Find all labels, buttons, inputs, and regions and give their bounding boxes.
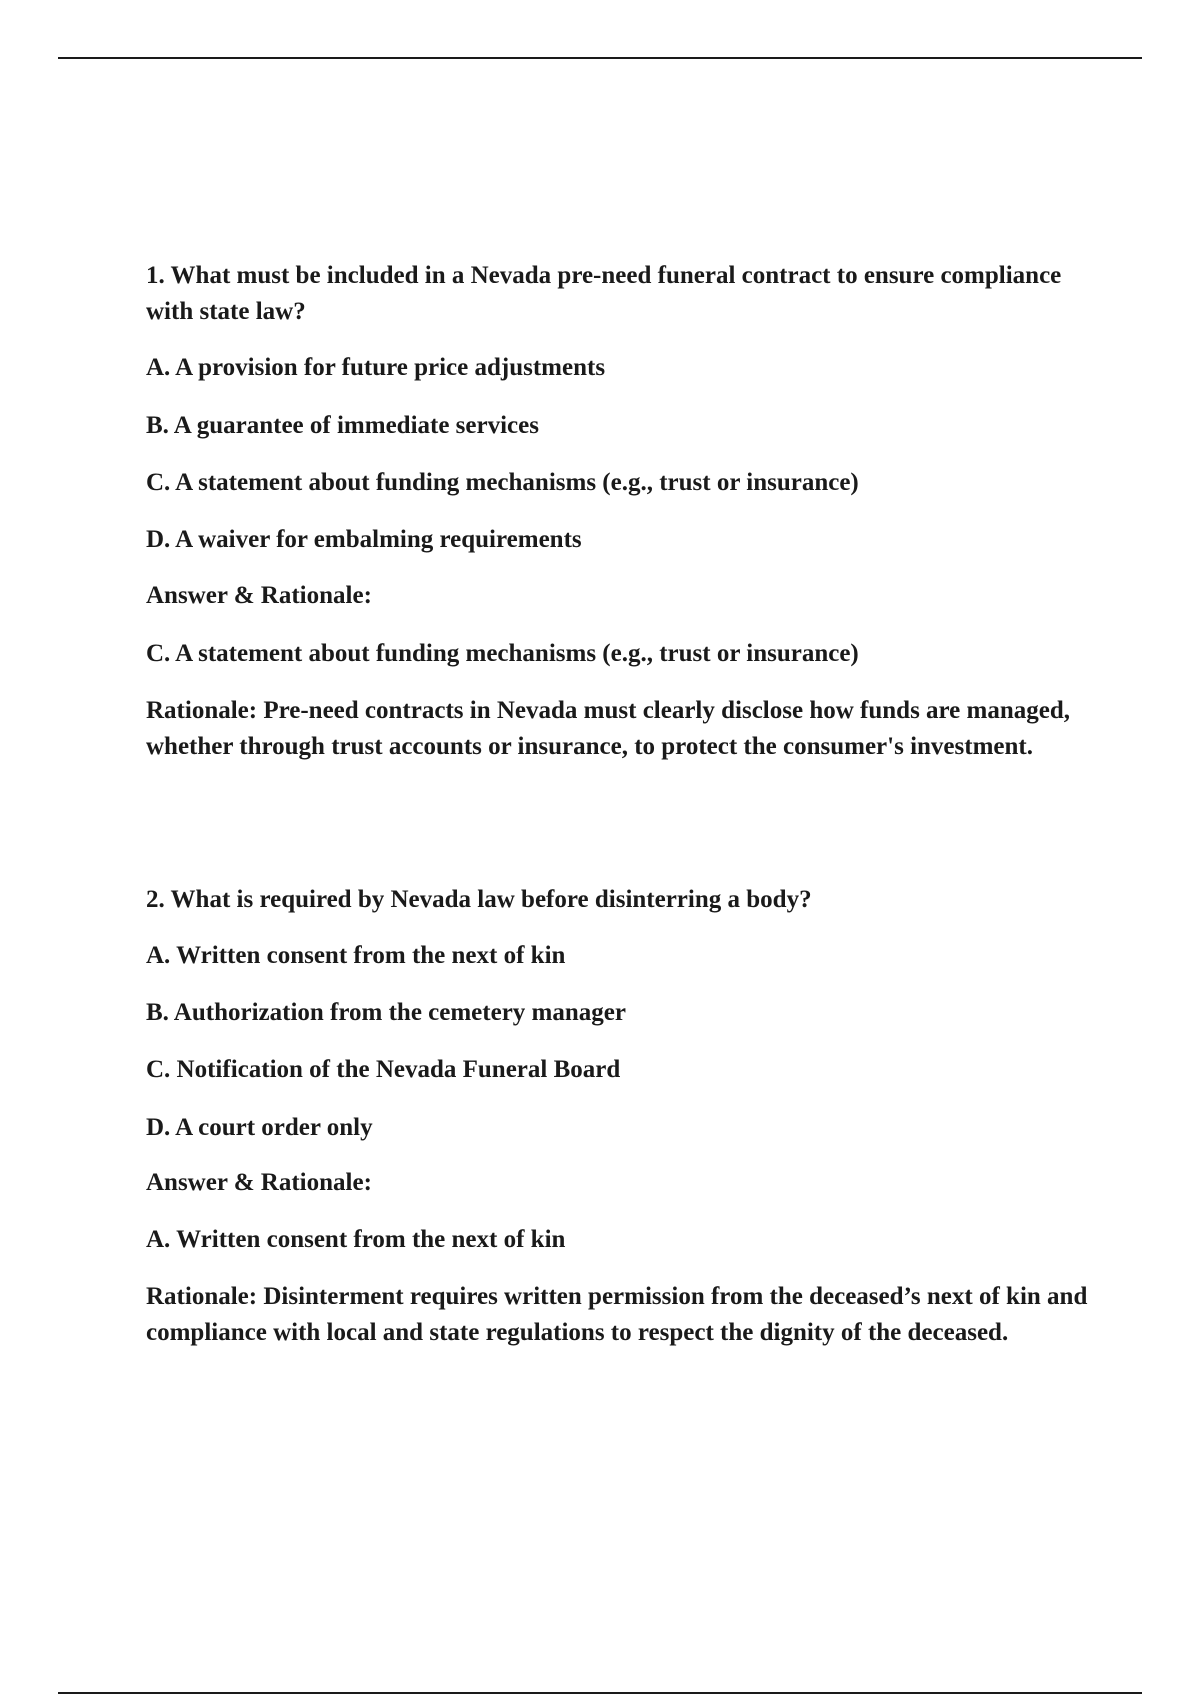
- question-1-answer-heading: Answer & Rationale:: [146, 582, 372, 609]
- question-2-answer-heading: Answer & Rationale:: [146, 1169, 372, 1196]
- question-2-option-c: C. Notification of the Nevada Funeral Board: [146, 1056, 621, 1083]
- question-1-answer: C. A statement about funding mechanisms (e.g., trust or insurance): [146, 640, 859, 667]
- header-rule: [58, 57, 1142, 59]
- question-2-option-d: D. A court order only: [146, 1114, 373, 1141]
- question-1-option-c: C. A statement about funding mechanisms (e.g., trust or insurance): [146, 469, 859, 496]
- question-2-answer: A. Written consent from the next of kin: [146, 1226, 566, 1253]
- question-2-option-a: A. Written consent from the next of kin: [146, 942, 566, 969]
- question-2-option-b: B. Authorization from the cemetery manager: [146, 999, 626, 1026]
- question-2-rationale: Rationale: Disinterment requires written permission from the deceased’s next of kin and compliance with local and state regulations to respect the dignity of the deceased.: [146, 1283, 1088, 1346]
- question-1-option-a: A. A provision for future price adjustments: [146, 354, 606, 381]
- question-1-text: 1. What must be included in a Nevada pre-need funeral contract to ensure compliance with state law?: [146, 262, 1062, 325]
- question-1-option-d: D. A waiver for embalming requirements: [146, 526, 582, 553]
- question-2-text: 2. What is required by Nevada law before disinterring a body?: [146, 886, 812, 913]
- question-1-option-b: B. A guarantee of immediate services: [146, 412, 539, 439]
- footer-rule: [58, 1692, 1142, 1694]
- question-1-rationale: Rationale: Pre-need contracts in Nevada must clearly disclose how funds are managed, whether through trust accounts or insurance, to protect the consumer's investment.: [146, 697, 1071, 760]
